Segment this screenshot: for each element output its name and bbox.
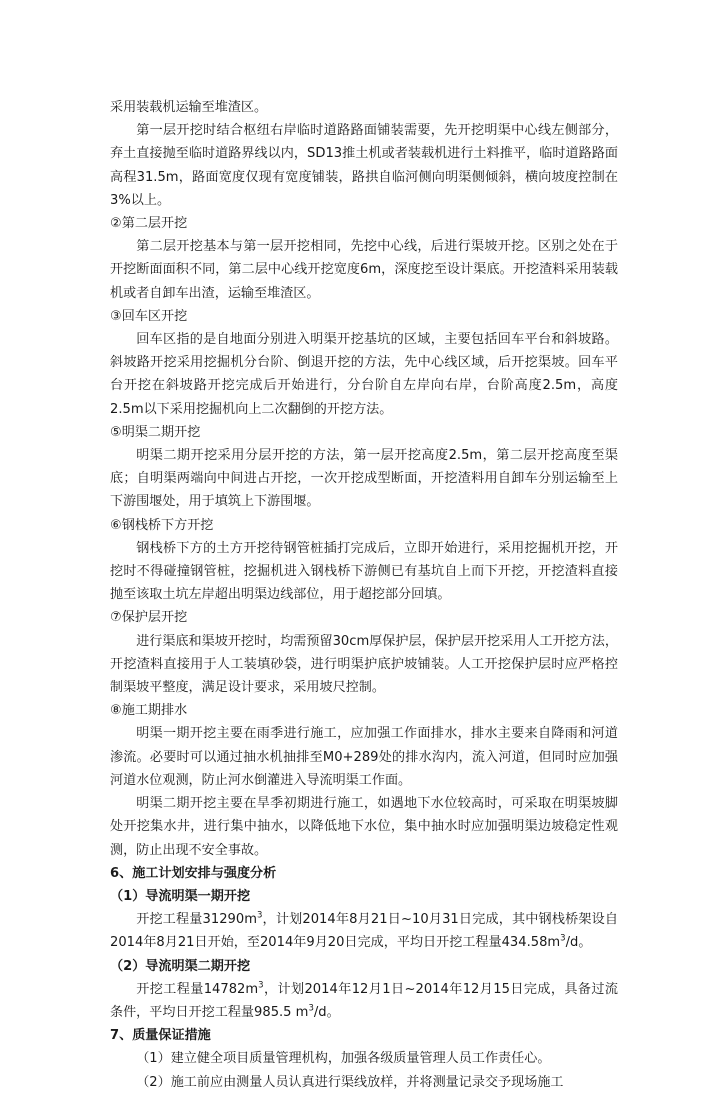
phase1-quantity-text: 开挖工程量31290m bbox=[136, 912, 257, 928]
phase2-schedule-text: ，计划2014年12月1日~2014年12月15日完成，具备过流条件，平均日开挖工程量985.5 m bbox=[110, 981, 618, 1020]
section-heading-quality: 7、质量保证措施 bbox=[110, 1028, 211, 1044]
item-heading-trestle: ⑥钢栈桥下方开挖 bbox=[110, 517, 214, 533]
paragraph-drainage-phase1: 明渠一期开挖主要在雨季进行施工，应加强工作面排水，排水主要来自降雨和河道渗流。必要时可以通过抽水机抽排至M0+289处的排水沟内，流入河道，但同时应加强河道水位观测，防止河水倒灌进入导流明渠工作面。 bbox=[110, 726, 618, 788]
item-heading-second-layer: ②第二层开挖 bbox=[110, 216, 188, 232]
paragraph-continued: 采用装载机运输至堆渣区。 bbox=[110, 100, 268, 115]
phase1-quantity-unit-exponent: 3 bbox=[256, 910, 263, 921]
paragraph-trestle: 钢栈桥下方的土方开挖待钢管桩插打完成后，立即开始进行，采用挖掘机开挖，开挖时不得碰撞钢管桩，挖掘机进入钢栈桥下游侧已有基坑自上而下开挖，开挖渣料直接抛至该取土坑左岸超出明渠边线部位，用于超挖部分回填。 bbox=[110, 540, 618, 603]
paragraph-protective-layer: 进行渠底和渠坡开挖时，均需预留30cm厚保护层，保护层开挖采用人工开挖方法，开挖渣料直接用于人工装填砂袋，进行明渠护底护坡铺装。人工开挖保护层时应严格控制渠坡平整度，满足设计要求，采用坡尺控制。 bbox=[110, 633, 618, 696]
item-heading-phase2: ⑤明渠二期开挖 bbox=[110, 424, 201, 440]
paragraph-phase2-quantity bbox=[110, 978, 618, 1024]
phase2-daily-unit-suffix: /d。 bbox=[313, 1004, 340, 1020]
paragraph-first-layer: 第一层开挖时结合枢纽右岸临时道路路面铺装需要，先开挖明渠中心线左侧部分，弃土直接抛至临时道路界线以内，SD13推土机或者装载机进行土料推平，临时道路路面高程31.5m，路面宽度仅现有宽度铺装，路拱自临河侧向明渠侧倾斜，横向坡度控制在3%以上。 bbox=[110, 123, 618, 208]
phase1-schedule-text: ，计划2014年8月21日~10月31日完成，其中钢栈桥架设自2014年8月21日开始，至2014年9月20日完成，平均日开挖工程量434.58m bbox=[110, 912, 618, 951]
section-heading-schedule: 6、施工计划安排与强度分析 bbox=[110, 865, 277, 881]
phase2-quantity-text: 开挖工程量14782m bbox=[136, 981, 259, 997]
paragraph-phase1-quantity bbox=[110, 908, 618, 954]
phase2-quantity-unit-exponent: 3 bbox=[258, 980, 264, 991]
subheading-phase1: （1）导流明渠一期开挖 bbox=[110, 888, 251, 904]
item-heading-drainage: ⑧施工期排水 bbox=[110, 703, 188, 719]
paragraph-turnaround: 回车区指的是自地面分别进入明渠开挖基坑的区域，主要包括回车平台和斜坡路。斜坡路开挖采用挖掘机分台阶、倒退开挖的方法，先中心线区域，后开挖渠坡。回车平台开挖在斜坡路开挖完成后开始进行，分台阶自左岸向右岸，台阶高度2.5m，高度2.5m以下采用挖掘机向上二次翻倒的开挖方法。 bbox=[110, 332, 618, 417]
subheading-phase2: （2）导流明渠二期开挖 bbox=[110, 958, 251, 974]
phase2-daily-unit-exponent: 3 bbox=[308, 1003, 314, 1014]
paragraph-second-layer: 第二层开挖基本与第一层开挖相同，先挖中心线，后进行渠坡开挖。区别之处在于开挖断面面积不同，第二层中心线开挖宽度6m，深度挖至设计渠底。开挖渣料采用装载机或者自卸车出渣，运输至堆渣区。 bbox=[110, 239, 618, 301]
item-heading-protective-layer: ⑦保护层开挖 bbox=[110, 610, 188, 626]
paragraph-phase2: 明渠二期开挖采用分层开挖的方法，第一层开挖高度2.5m，第二层开挖高度至渠底；自明渠两端向中间进占开挖，一次开挖成型断面，开挖渣料用自卸车分别运输至上下游围堰处，用于填筑上下游围堰。 bbox=[110, 448, 618, 510]
quality-measure-1: （1）建立健全项目质量管理机构，加强各级质量管理人员工作责任心。 bbox=[136, 1051, 551, 1067]
phase1-daily-unit-suffix: /d。 bbox=[565, 935, 592, 951]
quality-measure-2: （2）施工前应由测量人员认真进行渠线放样，并将测量记录交予现场施工 bbox=[136, 1074, 564, 1090]
document-page bbox=[110, 96, 618, 1094]
item-heading-turnaround: ③回车区开挖 bbox=[110, 308, 188, 324]
phase1-daily-unit-exponent: 3 bbox=[560, 933, 566, 944]
paragraph-drainage-phase2: 明渠二期开挖主要在旱季初期进行施工，如遇地下水位较高时，可采取在明渠坡脚处开挖集水井，进行集中抽水，以降低地下水位，集中抽水时应加强明渠边坡稳定性观测，防止出现不安全事故。 bbox=[110, 796, 618, 858]
